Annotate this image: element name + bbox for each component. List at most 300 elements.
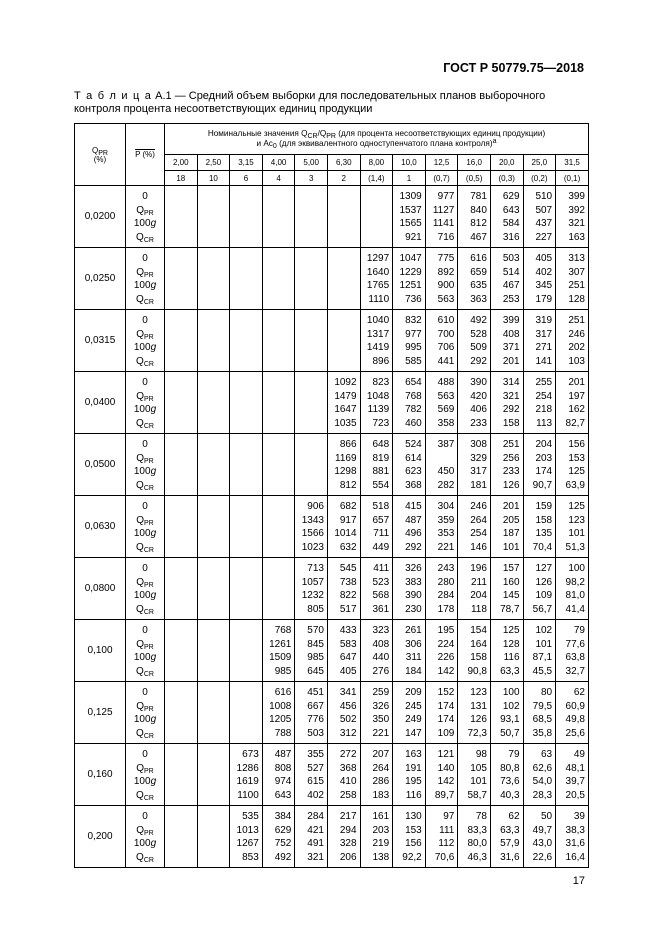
cell-value: 433 — [339, 625, 357, 636]
nominal-text-b: /Q — [317, 129, 327, 138]
cell-value: 178 — [437, 603, 455, 615]
cell-value: 63,3 — [500, 824, 520, 836]
cell-value: 832 — [405, 315, 422, 326]
cell-value: 72,3 — [467, 727, 487, 739]
label-100: 100 — [133, 342, 151, 353]
value-cell — [393, 682, 426, 744]
value-cell — [230, 372, 263, 434]
table-row — [75, 496, 589, 558]
label-qcr — [126, 541, 164, 555]
label-qpr-sub: PR — [144, 767, 154, 775]
cell-value: 776 — [307, 714, 324, 725]
cell-value: 614 — [405, 452, 422, 464]
cell-value: 545 — [339, 563, 357, 574]
cell-value: 127 — [535, 563, 553, 574]
cell-value: 316 — [502, 231, 520, 243]
value-cell — [295, 434, 328, 496]
value-cell — [556, 434, 589, 496]
cell-value: 1317 — [366, 328, 390, 340]
value-cell — [262, 434, 295, 496]
cell-value: 1023 — [301, 541, 324, 553]
cell-value: 657 — [372, 514, 390, 526]
cell-value: 405 — [339, 665, 357, 677]
cell-value: 205 — [502, 514, 520, 526]
nominal-text-c: (для процента несоответствующих единиц продукции) — [336, 129, 546, 138]
label-zero: 0 — [142, 377, 148, 388]
value-cell — [165, 496, 198, 558]
value-cell — [197, 682, 230, 744]
label-qcr — [126, 727, 164, 741]
cell-value: 43,0 — [532, 838, 553, 849]
cell-value: 363 — [470, 293, 487, 305]
value-cell — [197, 372, 230, 434]
value-cell — [556, 744, 589, 806]
label-qpr-sub: PR — [144, 519, 154, 527]
value-cell — [197, 186, 230, 248]
value-cell — [490, 186, 523, 248]
cell-value: 1251 — [399, 280, 422, 291]
cell-value: 80,0 — [467, 838, 487, 849]
cell-value: 292 — [405, 541, 422, 553]
cell-value: 866 — [339, 439, 357, 450]
label-100: 100 — [133, 466, 151, 477]
nominal-value-cell: 10,0 — [393, 155, 426, 171]
value-cell — [458, 558, 491, 620]
label-g: g — [150, 342, 157, 353]
cell-value: 259 — [372, 687, 390, 698]
nominal-value-cell: 31,5 — [556, 155, 589, 171]
label-zero: 0 — [142, 253, 148, 264]
cell-value: 321 — [307, 851, 324, 863]
cell-value: 610 — [437, 315, 455, 326]
cell-value: 32,7 — [565, 665, 585, 677]
cell-value: 917 — [339, 514, 357, 526]
cell-value: 81,0 — [565, 590, 585, 601]
label-qpr — [126, 700, 164, 714]
cell-value: 1537 — [399, 204, 422, 216]
cell-value: 1139 — [367, 404, 390, 415]
cell-value: 1110 — [368, 293, 390, 305]
cell-value: 261 — [405, 625, 422, 636]
row-labels — [126, 744, 165, 806]
label-qpr-sub: PR — [144, 643, 154, 651]
value-cell — [425, 620, 458, 682]
ac-value-cell: (0,7) — [425, 171, 458, 186]
cell-value: 583 — [339, 638, 357, 650]
cell-value: 507 — [535, 204, 553, 216]
table-row — [75, 248, 589, 310]
cell-value: 456 — [339, 700, 357, 712]
value-cell — [556, 186, 589, 248]
cell-value: 524 — [405, 439, 422, 450]
label-qpr-sub: PR — [144, 829, 154, 837]
cell-value: 306 — [405, 638, 422, 650]
value-cell — [523, 372, 556, 434]
value-cell — [523, 310, 556, 372]
cell-value: 243 — [437, 563, 455, 574]
label-100: 100 — [133, 280, 151, 291]
value-cell — [230, 620, 263, 682]
label-qcr — [126, 851, 164, 865]
value-cell — [165, 558, 198, 620]
value-cell — [230, 186, 263, 248]
cell-value: 1127 — [432, 204, 455, 216]
table-row — [75, 806, 589, 868]
cell-value: 227 — [535, 231, 553, 243]
cell-value: 82,7 — [565, 417, 585, 429]
value-cell — [262, 806, 295, 868]
cell-value: 1640 — [366, 266, 390, 278]
label-qcr-sub: CR — [143, 546, 154, 554]
value-cell — [262, 682, 295, 744]
cell-value: 233 — [470, 417, 487, 429]
cell-value: 321 — [502, 390, 520, 402]
label-qpr-symbol: Q — [136, 638, 145, 650]
value-cell — [295, 248, 328, 310]
cell-value: 174 — [437, 714, 455, 725]
nominal-value-cell: 8,00 — [360, 155, 393, 171]
label-qcr — [126, 355, 164, 369]
cell-value: 125 — [568, 501, 585, 512]
cell-value: 126 — [535, 576, 553, 588]
label-qpr-symbol: Q — [136, 576, 145, 588]
cell-value: 90,7 — [532, 479, 553, 491]
row-labels — [126, 682, 165, 744]
label-qpr — [126, 514, 164, 528]
cell-value: 415 — [405, 501, 422, 512]
cell-value: 1261 — [269, 638, 292, 650]
value-cell — [393, 186, 426, 248]
nominal-value-cell: 5,00 — [295, 155, 328, 171]
cell-value: 1014 — [334, 528, 357, 539]
cell-value: 292 — [470, 355, 487, 367]
value-cell — [262, 372, 295, 434]
cell-value: 390 — [470, 377, 487, 388]
cell-value: 819 — [372, 452, 390, 464]
cell-value: 280 — [437, 576, 455, 588]
cell-value: 421 — [307, 824, 324, 836]
ac-value-cell: 4 — [262, 171, 295, 186]
cell-value: 63,9 — [565, 479, 585, 491]
cell-value: 1048 — [366, 390, 390, 402]
cell-value: 123 — [568, 514, 585, 526]
value-cell — [490, 372, 523, 434]
cell-value: 1057 — [301, 576, 324, 588]
value-cell — [295, 558, 328, 620]
cell-value: 63 — [541, 749, 553, 760]
label-100g — [126, 713, 164, 727]
cell-value: 406 — [470, 404, 487, 415]
ac-value-cell: 1 — [393, 171, 426, 186]
value-cell — [425, 496, 458, 558]
label-qcr-sub: CR — [143, 732, 154, 740]
cell-value: 647 — [339, 652, 357, 663]
label-qpr-symbol: Q — [136, 824, 145, 836]
cell-value: 141 — [535, 355, 553, 367]
cell-value: 135 — [535, 528, 553, 539]
cell-value: 323 — [372, 625, 390, 636]
value-cell — [490, 682, 523, 744]
table-header-row — [75, 124, 589, 155]
cell-value: 1013 — [236, 824, 259, 836]
cell-value: 206 — [339, 851, 357, 863]
cell-value: 202 — [568, 342, 585, 353]
cell-value: 659 — [470, 266, 487, 278]
value-cell — [230, 744, 263, 806]
cell-value: 130 — [405, 811, 422, 822]
ac-value-cell: 10 — [197, 171, 230, 186]
nominal-footnote-mark: a — [492, 138, 497, 145]
value-cell — [295, 682, 328, 744]
value-cell — [165, 744, 198, 806]
cell-value: 56,7 — [532, 603, 553, 615]
cell-value: 48,1 — [565, 762, 585, 774]
cell-value: 1479 — [334, 390, 357, 402]
cell-value: 985 — [307, 652, 324, 663]
nominal-sub-0: 0 — [272, 143, 277, 150]
label-100g — [126, 589, 164, 603]
cell-value: 350 — [372, 714, 390, 725]
label-g: g — [150, 280, 157, 291]
value-cell — [262, 310, 295, 372]
value-cell — [197, 248, 230, 310]
cell-value: 632 — [339, 541, 357, 553]
cell-value: 645 — [307, 665, 324, 677]
label-g: g — [150, 528, 157, 539]
value-cell — [230, 682, 263, 744]
value-cell — [327, 186, 360, 248]
cell-value: 535 — [242, 811, 259, 822]
cell-value: 410 — [339, 776, 357, 787]
cell-value: 853 — [242, 851, 259, 863]
label-qcr-sub: CR — [143, 360, 154, 368]
cell-value: 128 — [502, 638, 520, 650]
cell-value: 906 — [307, 501, 324, 512]
cell-value: 78,7 — [500, 603, 520, 615]
cell-value: 974 — [274, 776, 292, 787]
value-cell — [490, 310, 523, 372]
label-g: g — [150, 404, 157, 415]
cell-value: 209 — [405, 687, 422, 698]
value-cell — [295, 620, 328, 682]
label-qpr — [126, 204, 164, 218]
cell-value: 510 — [535, 191, 553, 202]
cell-value: 221 — [437, 541, 455, 553]
value-cell — [230, 434, 263, 496]
qpr-value: 0,0800 — [75, 558, 126, 620]
value-cell — [327, 372, 360, 434]
cell-value: 487 — [405, 514, 422, 526]
label-100: 100 — [133, 528, 151, 539]
cell-value: 109 — [437, 727, 455, 739]
cell-value: 313 — [568, 253, 585, 264]
cell-value: 97 — [443, 811, 455, 822]
cell-value: 101 — [470, 776, 487, 787]
value-cell — [230, 248, 263, 310]
label-100: 100 — [133, 652, 151, 663]
cell-value: 113 — [536, 417, 553, 429]
cell-value: 35,8 — [532, 727, 553, 739]
cell-value: 161 — [372, 811, 390, 822]
cell-value: 57,9 — [500, 838, 520, 849]
value-cell — [327, 744, 360, 806]
label-g: g — [150, 776, 157, 787]
nominal-sub-cr: CR — [307, 133, 318, 140]
cell-value: 25,6 — [565, 727, 585, 739]
qpr-value: 0,0200 — [75, 186, 126, 248]
value-cell — [165, 806, 198, 868]
value-cell — [425, 682, 458, 744]
cell-value: 31,6 — [500, 851, 520, 863]
cell-value: 187 — [502, 528, 520, 539]
value-cell — [393, 372, 426, 434]
cell-value: 361 — [372, 603, 390, 615]
ac-value-cell: (0,3) — [490, 171, 523, 186]
label-qpr — [126, 452, 164, 466]
standard-designation: ГОСТ Р 50779.75—2018 — [443, 61, 584, 75]
cell-value: 467 — [502, 280, 520, 291]
cell-value: 896 — [372, 355, 390, 367]
label-100g — [126, 775, 164, 789]
table-row — [75, 372, 589, 434]
cell-value: 314 — [502, 377, 520, 388]
table-caption — [74, 90, 589, 116]
value-cell — [556, 310, 589, 372]
qpr-value: 0,200 — [75, 806, 126, 868]
cell-value: 615 — [307, 776, 324, 787]
value-cell — [458, 620, 491, 682]
value-cell — [393, 310, 426, 372]
value-cell — [556, 620, 589, 682]
value-cell — [197, 558, 230, 620]
cell-value: 1169 — [335, 452, 357, 464]
value-cell — [360, 434, 393, 496]
label-100g — [126, 465, 164, 479]
cell-value: 673 — [242, 749, 259, 760]
cell-value: 805 — [307, 603, 324, 615]
row-labels — [126, 310, 165, 372]
value-cell — [262, 496, 295, 558]
cell-value: 80,8 — [500, 762, 520, 774]
cell-value: 224 — [437, 638, 455, 650]
cell-value: 700 — [437, 328, 455, 340]
cell-value: 308 — [470, 439, 487, 450]
cell-value: 204 — [470, 590, 487, 601]
sample-size-table — [74, 123, 589, 868]
value-cell — [393, 496, 426, 558]
value-cell — [360, 248, 393, 310]
value-cell — [393, 558, 426, 620]
cell-value: 523 — [372, 576, 390, 588]
value-cell — [523, 682, 556, 744]
label-qcr-symbol: Q — [136, 727, 144, 739]
row-labels — [126, 496, 165, 558]
cell-value: 840 — [470, 204, 487, 216]
cell-value: 326 — [405, 563, 422, 574]
cell-value: 116 — [503, 652, 520, 663]
label-qpr-symbol: Q — [136, 762, 145, 774]
qpr-value: 0,0630 — [75, 496, 126, 558]
label-100: 100 — [133, 838, 151, 849]
cell-value: 98 — [475, 749, 487, 760]
cell-value: 503 — [502, 253, 520, 264]
value-cell — [262, 186, 295, 248]
value-cell — [360, 744, 393, 806]
cell-value: 158 — [502, 417, 520, 429]
ac-value-cell: (0,1) — [556, 171, 589, 186]
cell-value: 492 — [274, 851, 292, 863]
cell-value: 197 — [568, 390, 585, 402]
label-qcr-sub: CR — [143, 608, 154, 616]
cell-value: 616 — [274, 687, 292, 698]
label-qcr — [126, 665, 164, 679]
value-cell — [490, 806, 523, 868]
label-qcr-symbol: Q — [136, 479, 144, 491]
cell-value: 158 — [470, 652, 487, 663]
value-cell — [327, 806, 360, 868]
caption-text: А.1 — Средний объем выборки для последовательных планов выборочного контроля процента несоответствующих единиц продукции — [74, 90, 546, 115]
value-cell — [197, 744, 230, 806]
value-cell — [295, 310, 328, 372]
label-qcr-symbol: Q — [136, 293, 144, 305]
cell-value: 77,6 — [565, 638, 585, 650]
cell-value: 62 — [508, 811, 520, 822]
value-cell — [556, 248, 589, 310]
label-100: 100 — [133, 218, 151, 229]
label-qcr-symbol: Q — [136, 417, 144, 429]
cell-value: 207 — [372, 749, 390, 760]
cell-value: 823 — [372, 377, 390, 388]
value-cell — [165, 186, 198, 248]
value-cell — [556, 372, 589, 434]
nominal-text-e: (для эквивалентного одноступенчатого плана контроля) — [276, 139, 493, 148]
cell-value: 164 — [470, 638, 487, 650]
qpr-value: 0,100 — [75, 620, 126, 682]
cell-value: 264 — [470, 514, 487, 526]
qpr-value: 0,0400 — [75, 372, 126, 434]
cell-value: 1267 — [236, 838, 259, 849]
cell-value: 736 — [405, 293, 422, 305]
cell-value: 92,2 — [402, 851, 422, 863]
label-qcr-symbol: Q — [136, 789, 144, 801]
cell-value: 219 — [372, 838, 390, 849]
cell-value: 1765 — [366, 280, 390, 291]
row-labels — [126, 806, 165, 868]
page-number: 17 — [572, 875, 585, 887]
value-cell — [230, 496, 263, 558]
cell-value: 101 — [535, 638, 553, 650]
label-zero: 0 — [142, 191, 148, 202]
value-cell — [295, 496, 328, 558]
value-cell — [360, 620, 393, 682]
cell-value: 49,8 — [565, 714, 585, 725]
value-cell — [490, 744, 523, 806]
cell-value: 50 — [541, 811, 553, 822]
cell-value: 782 — [405, 404, 422, 415]
ac-value-cell: 6 — [230, 171, 263, 186]
cell-value: 87,1 — [532, 652, 553, 663]
cell-value: 408 — [502, 328, 520, 340]
label-zero: 0 — [142, 501, 148, 512]
cell-value: 284 — [307, 811, 324, 822]
value-cell — [230, 558, 263, 620]
cell-value: 775 — [437, 253, 455, 264]
cell-value: 1509 — [269, 652, 292, 663]
cell-value: 203 — [372, 824, 390, 836]
label-100: 100 — [133, 714, 151, 725]
cell-value: 713 — [307, 563, 324, 574]
cell-value: 723 — [372, 417, 390, 429]
